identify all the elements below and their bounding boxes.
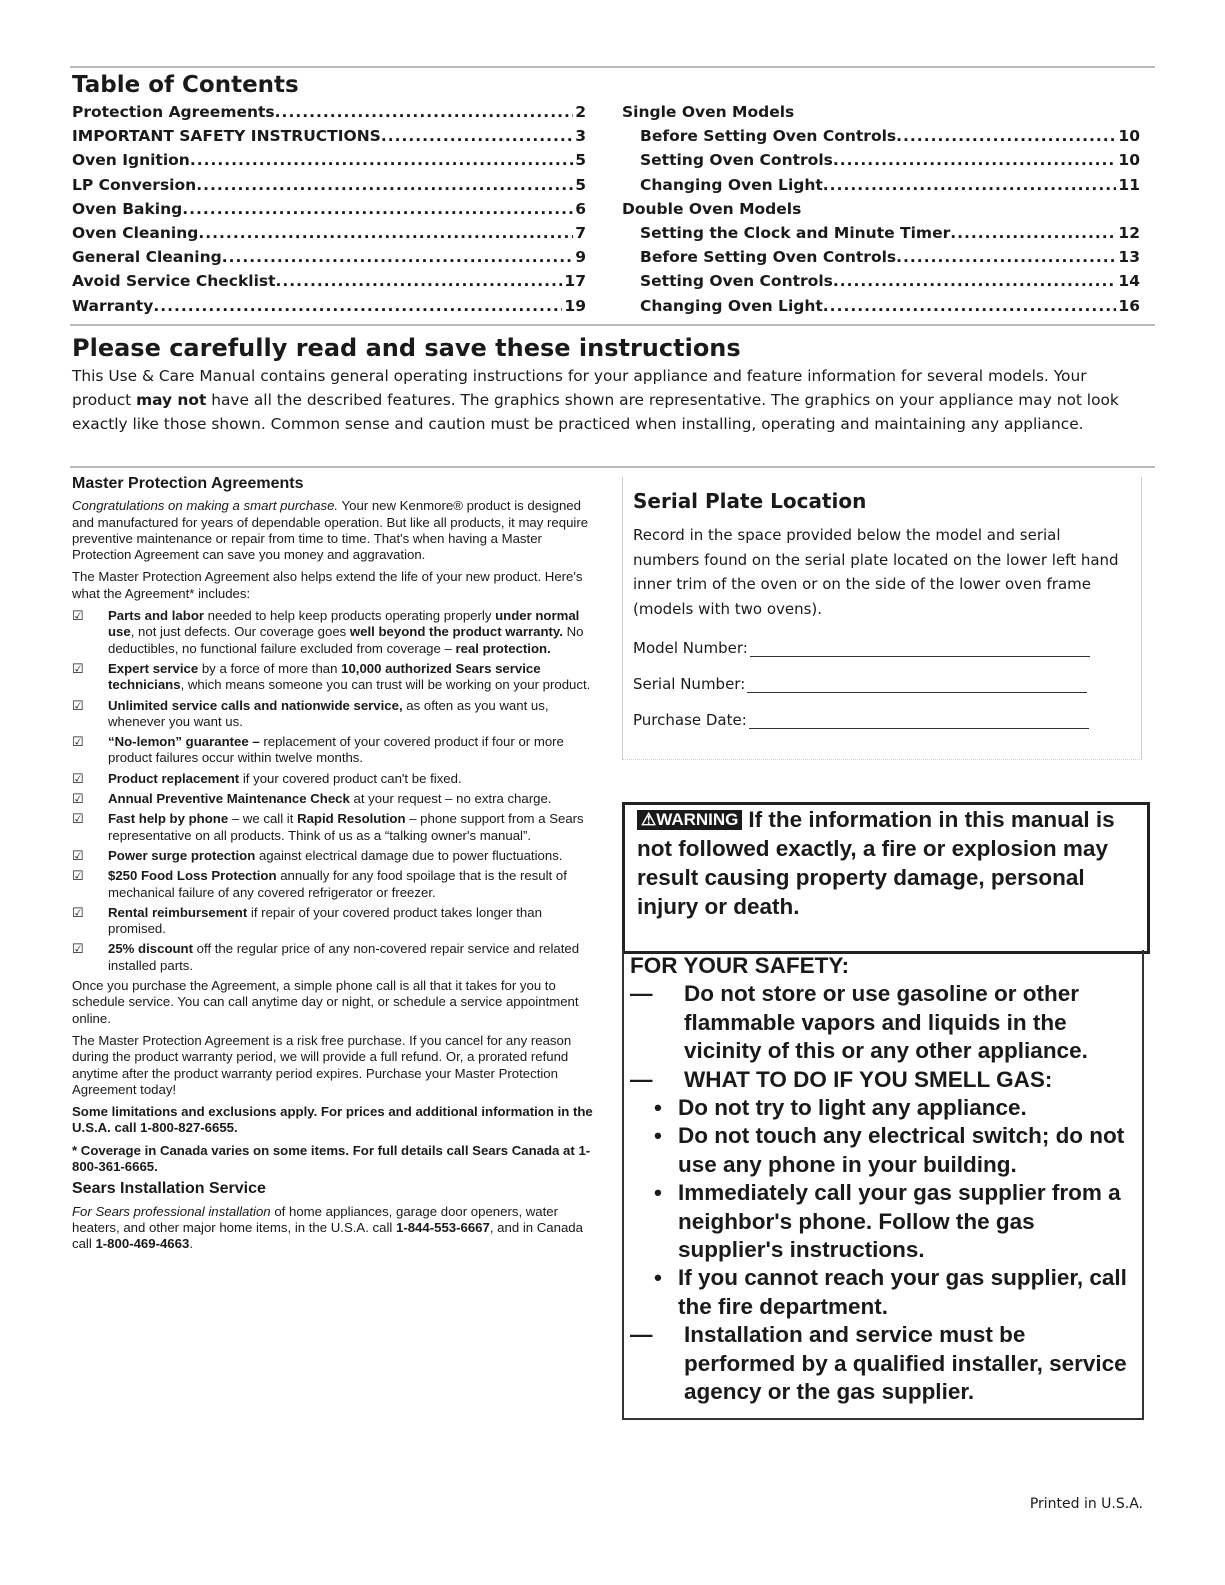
warning-text: If the information in this manual is not followed exactly, a fire or explosion may result causing property damage, personal injury or death. — [637, 807, 1115, 919]
toc-title: Table of Contents — [72, 72, 299, 98]
toc-entry[interactable]: Setting Oven Controls ..... 14 — [622, 269, 1140, 293]
list-item: ☑ Expert service by a force of more than 10,000 authorized Sears service technicians, which means someone you can trust will be working on your product. — [72, 660, 591, 693]
purchase-date-field[interactable]: Purchase Date: — [633, 703, 1141, 729]
list-item: ☑ Fast help by phone – we call it Rapid Resolution – phone support from a Sears representative on all products. Think of us as a “talking owner's manual”. — [72, 811, 584, 843]
checkbox-icon: ☑ — [72, 770, 84, 786]
list-item: ☑ Unlimited service calls and nationwide service, as often as you want us, whenever you want us. — [72, 697, 549, 729]
checkbox-icon: ☑ — [72, 734, 84, 750]
installation-heading: Sears Installation Service — [72, 1180, 266, 1198]
toc-section-heading: Single Oven Models — [622, 103, 795, 121]
serial-heading: Serial Plate Location — [633, 489, 867, 513]
list-item: ☑ Rental reimbursement if repair of your covered product takes longer than promised. — [72, 904, 542, 937]
mpa-heading: Master Protection Agreements — [72, 475, 304, 492]
toc-entry[interactable]: General Cleaning ..... 9 — [72, 245, 586, 269]
list-item: ☑ $250 Food Loss Protection annually for any food spoilage that is the result of mechanical failure of any covered refrigerator or freezer. — [72, 868, 567, 900]
mpa-intro: Congratulations on making a smart purchase. Your new Kenmore® product is designed and manufactured for years of dependable operation. But like all products, it may require preventive maintenance or repair from time to time. That's when having a Master Protection Agreement can save you money and aggravation. — [72, 498, 589, 563]
instructions-heading: Please carefully read and save these instructions — [72, 334, 741, 362]
toc-section-heading: Double Oven Models — [622, 199, 802, 218]
toc-entry[interactable]: Avoid Service Checklist ..... 17 — [72, 269, 586, 293]
checkbox-icon: ☑ — [72, 697, 84, 713]
safety-box — [622, 950, 1144, 1420]
serial-description: Record in the space provided below the model and serial numbers found on the serial plate located on the lower left hand inner trim of the oven or on the side of the lower oven frame (models with two ovens). — [633, 526, 1119, 618]
section-rule — [70, 466, 1155, 468]
installation-paragraph: For Sears professional installation of home appliances, garage door openers, water heaters, and other major home items, in the U.S.A. call 1-844-553-6667, and in Canada call 1-800-469-4663. — [72, 1203, 583, 1252]
checkbox-icon: ☑ — [72, 811, 84, 827]
mpa-paragraph: The Master Protection Agreement is a risk free purchase. If you cancel for any reason during the product warranty period, we will provide a full refund. Or, a prorated refund anytime after the product warranty period expires. Purchase your Master Protection Agreement today! — [72, 1032, 572, 1097]
model-number-field[interactable]: Model Number: — [633, 631, 1141, 657]
master-protection-column — [72, 476, 600, 1258]
toc-bottom-rule — [70, 324, 1155, 326]
toc-entry[interactable]: Oven Baking ..... 6 — [72, 197, 586, 221]
toc-entry[interactable]: LP Conversion ..... 5 — [72, 173, 586, 197]
list-item: ☑ “No-lemon” guarantee – replacement of your covered product if four or more product failures occur within twelve months. — [72, 734, 564, 766]
toc-entry[interactable]: Before Setting Oven Controls ..... 13 — [622, 245, 1140, 269]
toc-entry[interactable]: Changing Oven Light ..... 16 — [622, 294, 1140, 318]
list-item: ☑ Power surge protection against electrical damage due to power fluctuations. — [72, 847, 563, 863]
checkbox-icon: ☑ — [72, 660, 84, 676]
checkbox-icon: ☑ — [72, 904, 84, 920]
list-item: • Do not touch any electrical switch; do not use any phone in your building. — [654, 1123, 1125, 1177]
toc-entry[interactable]: Oven Ignition ..... 5 — [72, 148, 586, 172]
serial-number-field[interactable]: Serial Number: — [633, 667, 1141, 693]
mpa-paragraph: The Master Protection Agreement also helps extend the life of your new product. Here's what the Agreement* includes: — [72, 569, 583, 601]
list-item: — Installation and service must be performed by a qualified installer, service agency or the gas supplier. — [630, 1322, 1127, 1405]
toc-entry[interactable]: Oven Cleaning ..... 7 — [72, 221, 586, 245]
toc-entry[interactable]: Warranty ..... 19 — [72, 294, 586, 318]
intro-paragraph: This Use & Care Manual contains general operating instructions for your appliance and feature information for several models. Your product may not have all the described features. The graphics shown are representative. The graphics on your appliance may not look exactly like those shown. Common sense and caution must be practiced when installing, operating and maintaining any appliance. — [72, 367, 1119, 433]
toc-entry[interactable]: Protection Agreements ..... 2 — [72, 100, 586, 124]
toc-entry[interactable]: IMPORTANT SAFETY INSTRUCTIONS ..... 3 — [72, 124, 586, 148]
list-item: ☑ Annual Preventive Maintenance Check at your request – no extra charge. — [72, 791, 552, 807]
list-item: — WHAT TO DO IF YOU SMELL GAS: — [630, 1066, 1053, 1092]
checkbox-icon: ☑ — [72, 847, 84, 863]
printed-note: Printed in U.S.A. — [1029, 1496, 1143, 1512]
checkbox-icon: ☑ — [72, 941, 84, 957]
mpa-paragraph: Once you purchase the Agreement, a simple phone call is all that it takes for you to schedule service. You can call anytime day or night, or schedule a service appointment online. — [72, 978, 579, 1026]
safety-heading: FOR YOUR SAFETY: — [630, 953, 850, 978]
list-item: — Do not store or use gasoline or other flammable vapors and liquids in the vicinity of this or any other appliance. — [630, 981, 1088, 1064]
mpa-canada-note: * Coverage in Canada varies on some items. For full details call Sears Canada at 1-800-361-6665. — [72, 1142, 591, 1174]
toc-entry[interactable]: Before Setting Oven Controls ..... 10 — [622, 124, 1140, 148]
checkbox-icon: ☑ — [72, 608, 84, 624]
checkbox-icon: ☑ — [72, 791, 84, 807]
toc-entry[interactable]: Changing Oven Light ..... 11 — [622, 173, 1140, 197]
serial-plate-box — [622, 477, 1142, 760]
list-item: ☑ 25% discount off the regular price of any non-covered repair service and related installed parts. — [72, 941, 580, 973]
toc-entry[interactable]: Setting Oven Controls ..... 10 — [622, 148, 1140, 172]
warning-badge: ⚠WARNING — [637, 810, 742, 830]
toc-right-column — [622, 100, 1140, 318]
list-item: • If you cannot reach your gas supplier, call the fire department. — [654, 1265, 1127, 1319]
toc-entry[interactable]: Setting the Clock and Minute Timer ..... 12 — [622, 221, 1140, 245]
top-rule — [70, 66, 1155, 68]
checkbox-icon: ☑ — [72, 868, 84, 884]
warning-box — [622, 802, 1150, 954]
list-item: • Immediately call your gas supplier from a neighbor's phone. Follow the gas supplier's instructions. — [654, 1180, 1121, 1263]
mpa-limits: Some limitations and exclusions apply. For prices and additional information in the U.S.A. call 1-800-827-6655. — [72, 1104, 593, 1136]
toc-left-column — [72, 100, 586, 318]
list-item: ☑ Product replacement if your covered product can't be fixed. — [72, 770, 462, 786]
list-item: • Do not try to light any appliance. — [654, 1095, 1027, 1121]
list-item: ☑ Parts and labor needed to help keep products operating properly under normal use, not just defects. Our coverage goes well beyond the product warranty. No deductibles, no functional failure excluded from coverage – real protection. — [72, 608, 584, 656]
